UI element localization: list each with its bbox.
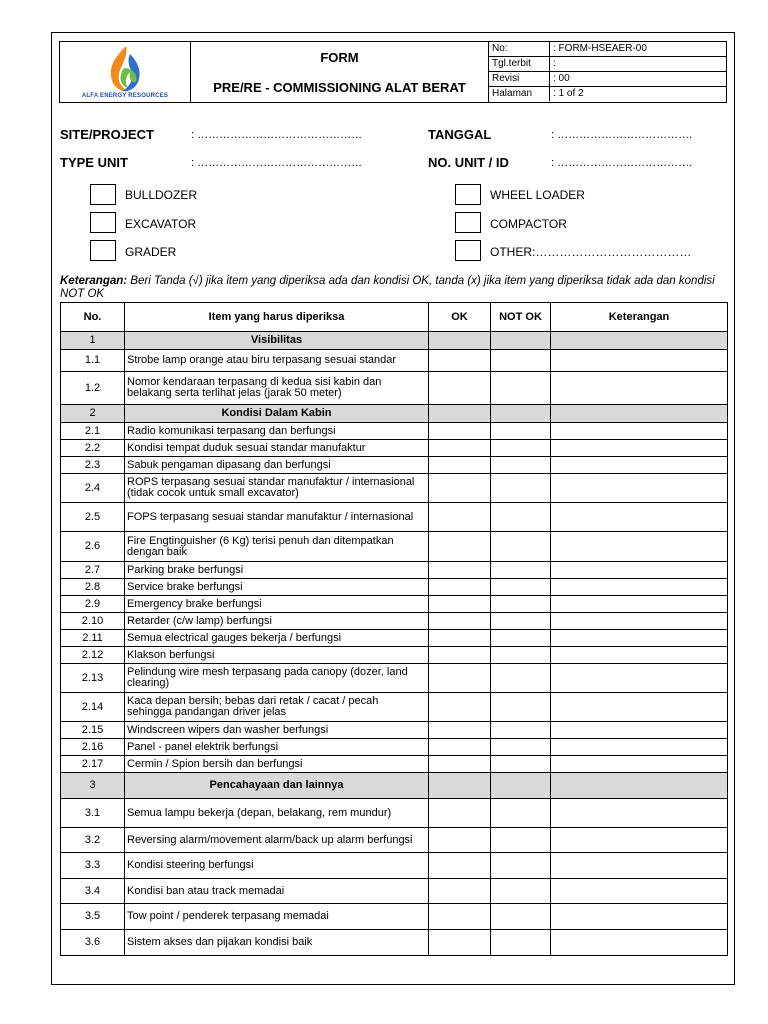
table-row bbox=[61, 350, 728, 372]
keterangan-cell[interactable] bbox=[551, 630, 728, 647]
row-item: Semua lampu bekerja (depan, belakang, rem mundur) bbox=[125, 799, 429, 828]
not-ok-cell[interactable] bbox=[491, 828, 551, 853]
table-row bbox=[61, 756, 728, 773]
not-ok-cell bbox=[491, 332, 551, 350]
row-number: 3 bbox=[61, 773, 125, 799]
table-row bbox=[61, 596, 728, 613]
not-ok-cell[interactable] bbox=[491, 532, 551, 562]
unit-id-field[interactable]: : ………………………………. bbox=[551, 157, 693, 169]
row-number: 2 bbox=[61, 405, 125, 423]
not-ok-cell[interactable] bbox=[491, 579, 551, 596]
row-number: 2.14 bbox=[61, 693, 125, 722]
table-row bbox=[61, 613, 728, 630]
keterangan-cell[interactable] bbox=[551, 440, 728, 457]
not-ok-cell[interactable] bbox=[491, 904, 551, 930]
row-item: Service brake berfungsi bbox=[125, 579, 429, 596]
keterangan-cell[interactable] bbox=[551, 853, 728, 879]
ok-cell[interactable] bbox=[429, 474, 491, 503]
document-meta-table bbox=[489, 42, 726, 101]
wheel-loader-checkbox[interactable] bbox=[455, 184, 481, 205]
row-number: 2.13 bbox=[61, 664, 125, 693]
ok-cell[interactable] bbox=[429, 879, 491, 904]
keterangan-cell[interactable] bbox=[551, 474, 728, 503]
keterangan-cell[interactable] bbox=[551, 596, 728, 613]
company-logo-icon bbox=[104, 44, 146, 94]
table-row bbox=[61, 828, 728, 853]
meta-row bbox=[489, 57, 726, 72]
row-number: 2.5 bbox=[61, 503, 125, 532]
not-ok-cell[interactable] bbox=[491, 879, 551, 904]
grader-checkbox[interactable] bbox=[90, 240, 116, 261]
keterangan-cell bbox=[551, 405, 728, 423]
meta-value: : FORM-HSEAER-00 bbox=[550, 42, 727, 57]
table-row bbox=[61, 853, 728, 879]
keterangan-cell[interactable] bbox=[551, 579, 728, 596]
row-number: 2.9 bbox=[61, 596, 125, 613]
table-row bbox=[61, 372, 728, 405]
row-number: 3.3 bbox=[61, 853, 125, 879]
row-number: 2.11 bbox=[61, 630, 125, 647]
keterangan-cell[interactable] bbox=[551, 647, 728, 664]
ok-cell[interactable] bbox=[429, 664, 491, 693]
table-row bbox=[61, 562, 728, 579]
row-item: Emergency brake berfungsi bbox=[125, 596, 429, 613]
row-item: Strobe lamp orange atau biru terpasang sesuai standar bbox=[125, 350, 429, 372]
row-number: 2.8 bbox=[61, 579, 125, 596]
row-item: Kondisi ban atau track memadai bbox=[125, 879, 429, 904]
not-ok-cell[interactable] bbox=[491, 503, 551, 532]
col-header-not-ok: NOT OK bbox=[491, 303, 551, 332]
row-item: Tow point / penderek terpasang memadai bbox=[125, 904, 429, 930]
section-row bbox=[61, 773, 728, 799]
not-ok-cell[interactable] bbox=[491, 853, 551, 879]
row-number: 2.17 bbox=[61, 756, 125, 773]
col-header-keterangan: Keterangan bbox=[551, 303, 728, 332]
not-ok-cell[interactable] bbox=[491, 739, 551, 756]
meta-key: Tgl.terbit bbox=[489, 57, 550, 72]
row-number: 2.6 bbox=[61, 532, 125, 562]
table-row bbox=[61, 879, 728, 904]
row-number: 2.10 bbox=[61, 613, 125, 630]
row-item: Windscreen wipers dan washer berfungsi bbox=[125, 722, 429, 739]
ok-cell[interactable] bbox=[429, 532, 491, 562]
ok-cell[interactable] bbox=[429, 440, 491, 457]
keterangan-cell[interactable] bbox=[551, 423, 728, 440]
not-ok-cell[interactable] bbox=[491, 756, 551, 773]
ok-cell[interactable] bbox=[429, 828, 491, 853]
row-number: 2.12 bbox=[61, 647, 125, 664]
row-number: 2.15 bbox=[61, 722, 125, 739]
not-ok-cell[interactable] bbox=[491, 457, 551, 474]
table-row bbox=[61, 647, 728, 664]
meta-row bbox=[489, 87, 726, 102]
row-number: 2.16 bbox=[61, 739, 125, 756]
keterangan-cell[interactable] bbox=[551, 828, 728, 853]
keterangan-cell[interactable] bbox=[551, 722, 728, 739]
row-item: Sistem akses dan pijakan kondisi baik bbox=[125, 930, 429, 956]
keterangan-cell[interactable] bbox=[551, 372, 728, 405]
row-number: 3.1 bbox=[61, 799, 125, 828]
ok-cell bbox=[429, 405, 491, 423]
logo-cell bbox=[60, 42, 191, 102]
row-number: 2.7 bbox=[61, 562, 125, 579]
col-header-item: Item yang harus diperiksa bbox=[125, 303, 429, 332]
ok-cell[interactable] bbox=[429, 372, 491, 405]
row-item: Nomor kendaraan terpasang di kedua sisi kabin dan belakang serta terlihat jelas (jarak 50 meter) bbox=[125, 372, 429, 405]
row-item: Pelindung wire mesh terpasang pada canopy (dozer, land clearing) bbox=[125, 664, 429, 693]
table-header-row bbox=[61, 303, 728, 332]
compactor-checkbox[interactable] bbox=[455, 212, 481, 233]
not-ok-cell bbox=[491, 405, 551, 423]
row-number: 2.1 bbox=[61, 423, 125, 440]
keterangan-cell[interactable] bbox=[551, 457, 728, 474]
row-number: 1.2 bbox=[61, 372, 125, 405]
not-ok-cell[interactable] bbox=[491, 440, 551, 457]
keterangan-cell[interactable] bbox=[551, 930, 728, 956]
section-row bbox=[61, 332, 728, 350]
row-number: 3.6 bbox=[61, 930, 125, 956]
grader-label: GRADER bbox=[125, 245, 177, 259]
ok-cell[interactable] bbox=[429, 722, 491, 739]
not-ok-cell[interactable] bbox=[491, 372, 551, 405]
logo-text: ALFA ENERGY RESOURCES bbox=[81, 93, 169, 99]
keterangan-cell[interactable] bbox=[551, 562, 728, 579]
tanggal-label: TANGGAL bbox=[428, 127, 492, 142]
ok-cell[interactable] bbox=[429, 647, 491, 664]
keterangan-cell bbox=[551, 773, 728, 799]
row-item: Sabuk pengaman dipasang dan berfungsi bbox=[125, 457, 429, 474]
table-row bbox=[61, 423, 728, 440]
row-number: 3.2 bbox=[61, 828, 125, 853]
site-project-field[interactable]: : ……………………………………… bbox=[191, 129, 363, 141]
not-ok-cell[interactable] bbox=[491, 613, 551, 630]
meta-row bbox=[489, 42, 726, 57]
not-ok-cell[interactable] bbox=[491, 630, 551, 647]
not-ok-cell[interactable] bbox=[491, 693, 551, 722]
table-row bbox=[61, 739, 728, 756]
other-label: OTHER:………………………………… bbox=[490, 245, 692, 259]
row-item: Kondisi tempat duduk sesuai standar manufaktur bbox=[125, 440, 429, 457]
meta-value: : 1 of 2 bbox=[553, 88, 584, 99]
not-ok-cell[interactable] bbox=[491, 647, 551, 664]
row-item: Radio komunikasi terpasang dan berfungsi bbox=[125, 423, 429, 440]
not-ok-cell[interactable] bbox=[491, 799, 551, 828]
not-ok-cell bbox=[491, 773, 551, 799]
bulldozer-checkbox[interactable] bbox=[90, 184, 116, 205]
row-item: Semua electrical gauges bekerja / berfungsi bbox=[125, 630, 429, 647]
table-row bbox=[61, 630, 728, 647]
type-unit-label: TYPE UNIT bbox=[60, 155, 128, 170]
other-checkbox[interactable] bbox=[455, 240, 481, 261]
ok-cell[interactable] bbox=[429, 799, 491, 828]
keterangan-cell[interactable] bbox=[551, 613, 728, 630]
ok-cell[interactable] bbox=[429, 596, 491, 613]
table-row bbox=[61, 664, 728, 693]
note-label: Keterangan: bbox=[60, 275, 128, 287]
compactor-label: COMPACTOR bbox=[490, 217, 567, 231]
ok-cell bbox=[429, 332, 491, 350]
row-item: Cermin / Spion bersih dan berfungsi bbox=[125, 756, 429, 773]
bulldozer-label: BULLDOZER bbox=[125, 188, 198, 202]
row-number: 3.4 bbox=[61, 879, 125, 904]
not-ok-cell[interactable] bbox=[491, 664, 551, 693]
meta-row bbox=[489, 72, 726, 87]
form-header bbox=[59, 41, 727, 103]
ok-cell[interactable] bbox=[429, 350, 491, 372]
instruction-note bbox=[60, 275, 728, 301]
excavator-label: EXCAVATOR bbox=[125, 217, 197, 231]
meta-key: Revisi bbox=[489, 72, 550, 87]
keterangan-cell[interactable] bbox=[551, 756, 728, 773]
inspection-table bbox=[60, 302, 728, 956]
keterangan-cell[interactable] bbox=[551, 879, 728, 904]
ok-cell[interactable] bbox=[429, 739, 491, 756]
not-ok-cell[interactable] bbox=[491, 722, 551, 739]
ok-cell[interactable] bbox=[429, 423, 491, 440]
type-unit-field[interactable]: : ……………………………………… bbox=[191, 157, 363, 169]
row-item: FOPS terpasang sesuai standar manufaktur / internasional bbox=[125, 503, 429, 532]
keterangan-cell bbox=[551, 332, 728, 350]
section-title: Kondisi Dalam Kabin bbox=[125, 405, 429, 423]
ok-cell[interactable] bbox=[429, 579, 491, 596]
meta-value: : 00 bbox=[550, 72, 727, 87]
table-row bbox=[61, 930, 728, 956]
ok-cell[interactable] bbox=[429, 613, 491, 630]
table-row bbox=[61, 503, 728, 532]
keterangan-cell[interactable] bbox=[551, 532, 728, 562]
keterangan-cell[interactable] bbox=[551, 350, 728, 372]
table-row bbox=[61, 693, 728, 722]
ok-cell[interactable] bbox=[429, 930, 491, 956]
tanggal-field[interactable]: : ………………………………. bbox=[551, 129, 693, 141]
ok-cell bbox=[429, 773, 491, 799]
row-item: Kaca depan bersih; bebas dari retak / cacat / pecah sehingga pandangan driver jelas bbox=[125, 693, 429, 722]
not-ok-cell[interactable] bbox=[491, 596, 551, 613]
meta-key: No: bbox=[489, 42, 550, 57]
row-item: Reversing alarm/movement alarm/back up alarm berfungsi bbox=[125, 828, 429, 853]
not-ok-cell[interactable] bbox=[491, 562, 551, 579]
col-header-ok: OK bbox=[429, 303, 491, 332]
row-item: Retarder (c/w lamp) berfungsi bbox=[125, 613, 429, 630]
section-row bbox=[61, 405, 728, 423]
row-item: Panel - panel elektrik berfungsi bbox=[125, 739, 429, 756]
unit-id-label: NO. UNIT / ID bbox=[428, 155, 509, 170]
ok-cell[interactable] bbox=[429, 630, 491, 647]
site-project-label: SITE/PROJECT bbox=[60, 127, 154, 142]
table-row bbox=[61, 474, 728, 503]
meta-value: : bbox=[550, 57, 727, 72]
ok-cell[interactable] bbox=[429, 904, 491, 930]
ok-cell[interactable] bbox=[429, 693, 491, 722]
keterangan-cell[interactable] bbox=[551, 904, 728, 930]
ok-cell[interactable] bbox=[429, 853, 491, 879]
meta-key: Halaman bbox=[489, 87, 550, 102]
table-row bbox=[61, 457, 728, 474]
table-row bbox=[61, 440, 728, 457]
row-number: 2.3 bbox=[61, 457, 125, 474]
ok-cell[interactable] bbox=[429, 756, 491, 773]
row-item: Parking brake berfungsi bbox=[125, 562, 429, 579]
not-ok-cell[interactable] bbox=[491, 423, 551, 440]
form-title: PRE/RE - COMMISSIONING ALAT BERAT bbox=[213, 80, 466, 95]
ok-cell[interactable] bbox=[429, 562, 491, 579]
row-item: Fire Engtinguisher (6 Kg) terisi penuh dan ditempatkan dengan baik bbox=[125, 532, 429, 562]
title-cell bbox=[191, 42, 489, 102]
table-body bbox=[61, 332, 728, 956]
excavator-checkbox[interactable] bbox=[90, 212, 116, 233]
row-item: ROPS terpasang sesuai standar manufaktur / internasional (tidak cocok untuk small excavator) bbox=[125, 474, 429, 503]
form-label: FORM bbox=[320, 50, 359, 65]
wheel-loader-label: WHEEL LOADER bbox=[490, 188, 585, 202]
note-text: Beri Tanda (√) jika item yang diperiksa ada dan kondisi OK, tanda (x) jika item yang diperiksa tidak ada dan kondisi NOT OK bbox=[60, 275, 715, 300]
keterangan-cell[interactable] bbox=[551, 799, 728, 828]
row-item: Kondisi steering berfungsi bbox=[125, 853, 429, 879]
table-row bbox=[61, 799, 728, 828]
row-number: 3.5 bbox=[61, 904, 125, 930]
keterangan-cell[interactable] bbox=[551, 503, 728, 532]
row-number: 1 bbox=[61, 332, 125, 350]
table-row bbox=[61, 722, 728, 739]
row-number: 2.2 bbox=[61, 440, 125, 457]
section-title: Pencahayaan dan lainnya bbox=[125, 773, 429, 799]
row-number: 2.4 bbox=[61, 474, 125, 503]
keterangan-cell[interactable] bbox=[551, 693, 728, 722]
row-item: Klakson berfungsi bbox=[125, 647, 429, 664]
keterangan-cell[interactable] bbox=[551, 739, 728, 756]
not-ok-cell[interactable] bbox=[491, 350, 551, 372]
table-row bbox=[61, 532, 728, 562]
ok-cell[interactable] bbox=[429, 457, 491, 474]
not-ok-cell[interactable] bbox=[491, 930, 551, 956]
not-ok-cell[interactable] bbox=[491, 474, 551, 503]
ok-cell[interactable] bbox=[429, 503, 491, 532]
table-row bbox=[61, 904, 728, 930]
col-header-no: No. bbox=[61, 303, 125, 332]
keterangan-cell[interactable] bbox=[551, 664, 728, 693]
table-row bbox=[61, 579, 728, 596]
section-title: Visibilitas bbox=[125, 332, 429, 350]
row-number: 1.1 bbox=[61, 350, 125, 372]
